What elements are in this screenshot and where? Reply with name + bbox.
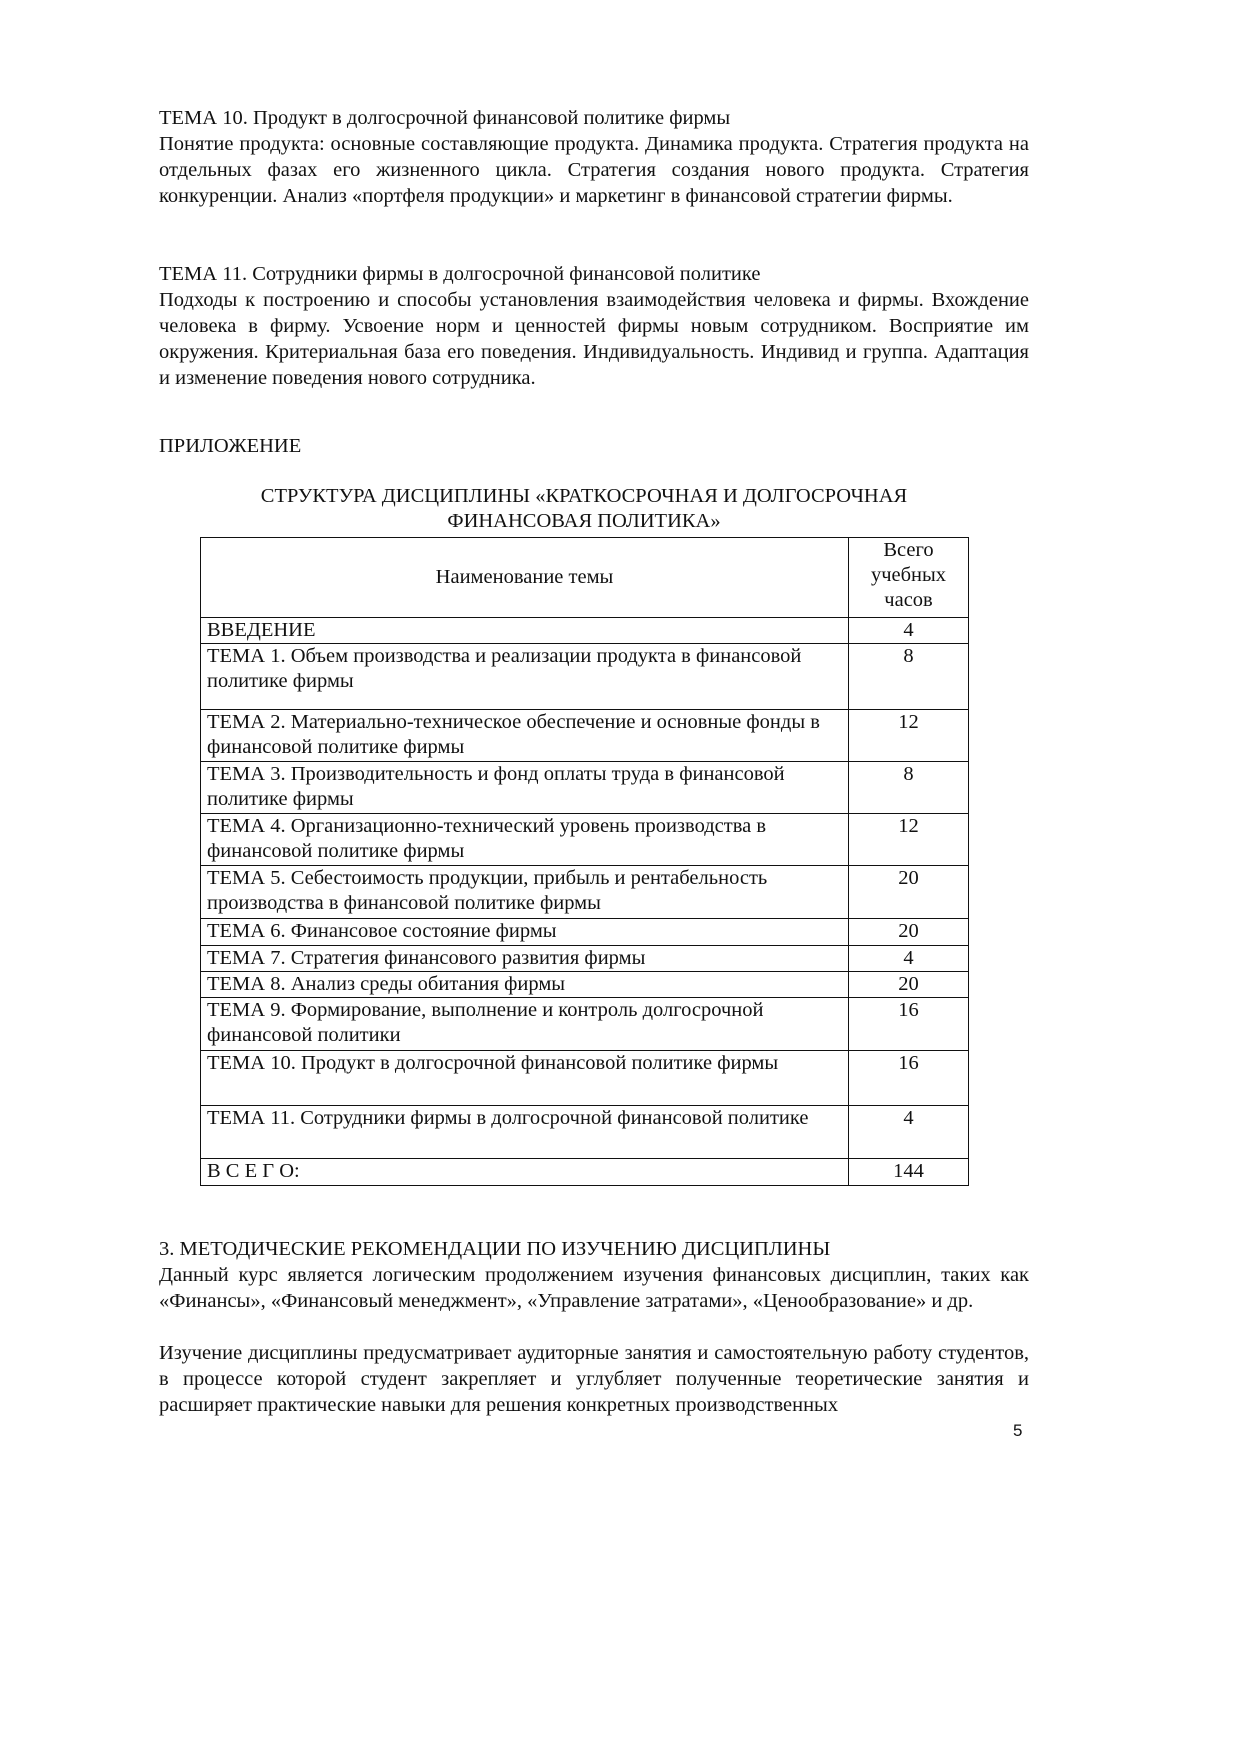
table-row [201, 919, 969, 946]
topic-cell: ТЕМА 8. Анализ среды обитания фирмы [201, 972, 849, 998]
topic-cell: ТЕМА 5. Себестоимость продукции, прибыль и рентабельность производства в финансовой политике фирмы [201, 866, 849, 919]
topic-cell: ВВЕДЕНИЕ [201, 618, 849, 644]
topic-cell: ТЕМА 9. Формирование, выполнение и контроль долгосрочной финансовой политики [201, 998, 849, 1051]
topic-cell: ТЕМА 6. Финансовое состояние фирмы [201, 919, 849, 946]
topic-cell: ТЕМА 4. Организационно-технический уровень производства в финансовой политике фирмы [201, 814, 849, 866]
topic-text: Понятие продукта: основные составляющие продукта. Динамика продукта. Стратегия продукта на отдельных фазах его жизненного цикла. Стратегия создания нового продукта. Стратегия конкуренции. Анализ «портфеля продукции» и маркетинг в финансовой стратегии фирмы. [159, 133, 1029, 207]
table-row [201, 618, 969, 644]
topic-11 [159, 261, 1029, 391]
paragraph: Данный курс является логическим продолжением изучения финансовых дисциплин, таких как «Финансы», «Финансовый менеджмент», «Управление затратами», «Ценообразование» и др. [159, 1264, 1029, 1312]
hours-cell: 4 [849, 618, 969, 644]
table-row [201, 814, 969, 866]
topic-cell: ТЕМА 3. Производительность и фонд оплаты труда в финансовой политике фирмы [201, 762, 849, 814]
hours-cell: 12 [849, 710, 969, 762]
table-row [201, 972, 969, 998]
table-row [201, 998, 969, 1051]
table-row [201, 1051, 969, 1106]
header-hours: Всего учебных часов [849, 538, 969, 618]
topic-cell: В С Е Г О: [201, 1159, 849, 1186]
hours-cell: 16 [849, 998, 969, 1051]
table-row [201, 1106, 969, 1159]
topic-cell: ТЕМА 2. Материально-техническое обеспечение и основные фонды в финансовой политике фирмы [201, 710, 849, 762]
appendix-heading: ПРИЛОЖЕНИЕ [159, 435, 302, 457]
topic-text: Подходы к построению и способы установления взаимодействия человека и фирмы. Вхождение человека в фирму. Усвоение норм и ценностей фирмы новым сотрудником. Восприятие им окружения. Критериальная база его поведения. Индивидуальность. Индивид и группа. Адаптация и изменение поведения нового сотрудника. [159, 289, 1029, 389]
table-row [201, 946, 969, 972]
topic-cell: ТЕМА 1. Объем производства и реализации продукта в финансовой политике фирмы [201, 644, 849, 710]
table-title [200, 484, 968, 534]
topic-heading: ТЕМА 11. Сотрудники фирмы в долгосрочной финансовой политике [159, 263, 761, 285]
topic-10 [159, 105, 1029, 209]
page-number: 5 [1013, 1421, 1023, 1440]
hours-cell: 12 [849, 814, 969, 866]
topic-heading: ТЕМА 10. Продукт в долгосрочной финансовой политике фирмы [159, 107, 731, 129]
table-row [201, 866, 969, 919]
section-heading: 3. МЕТОДИЧЕСКИЕ РЕКОМЕНДАЦИИ ПО ИЗУЧЕНИЮ ДИСЦИПЛИНЫ [159, 1238, 831, 1260]
hours-cell: 4 [849, 946, 969, 972]
hours-cell: 4 [849, 1106, 969, 1159]
table-row [201, 710, 969, 762]
paragraph: Изучение дисциплины предусматривает аудиторные занятия и самостоятельную работу студентов, в процессе которой студент закрепляет и углубляет полученные теоретические занятия и расширяет практические навыки для решения конкретных производственных [159, 1342, 1029, 1416]
hours-cell: 144 [849, 1159, 969, 1186]
topic-cell: ТЕМА 10. Продукт в долгосрочной финансовой политике фирмы [201, 1051, 849, 1106]
hours-cell: 20 [849, 919, 969, 946]
header-topic: Наименование темы [201, 538, 849, 618]
table-title-line: СТРУКТУРА ДИСЦИПЛИНЫ «КРАТКОСРОЧНАЯ И ДОЛГОСРОЧНАЯ [260, 485, 908, 507]
table-title-line: ФИНАНСОВАЯ ПОЛИТИКА» [447, 510, 721, 532]
topic-cell: ТЕМА 11. Сотрудники фирмы в долгосрочной финансовой политике [201, 1106, 849, 1159]
section-3 [159, 1236, 1029, 1418]
hours-cell: 8 [849, 762, 969, 814]
topic-cell: ТЕМА 7. Стратегия финансового развития фирмы [201, 946, 849, 972]
hours-cell: 8 [849, 644, 969, 710]
hours-cell: 20 [849, 866, 969, 919]
table-row [201, 644, 969, 710]
structure-table [200, 537, 969, 1186]
hours-cell: 20 [849, 972, 969, 998]
table-row [201, 762, 969, 814]
table-header-row [201, 538, 969, 618]
hours-cell: 16 [849, 1051, 969, 1106]
table-row [201, 1159, 969, 1186]
